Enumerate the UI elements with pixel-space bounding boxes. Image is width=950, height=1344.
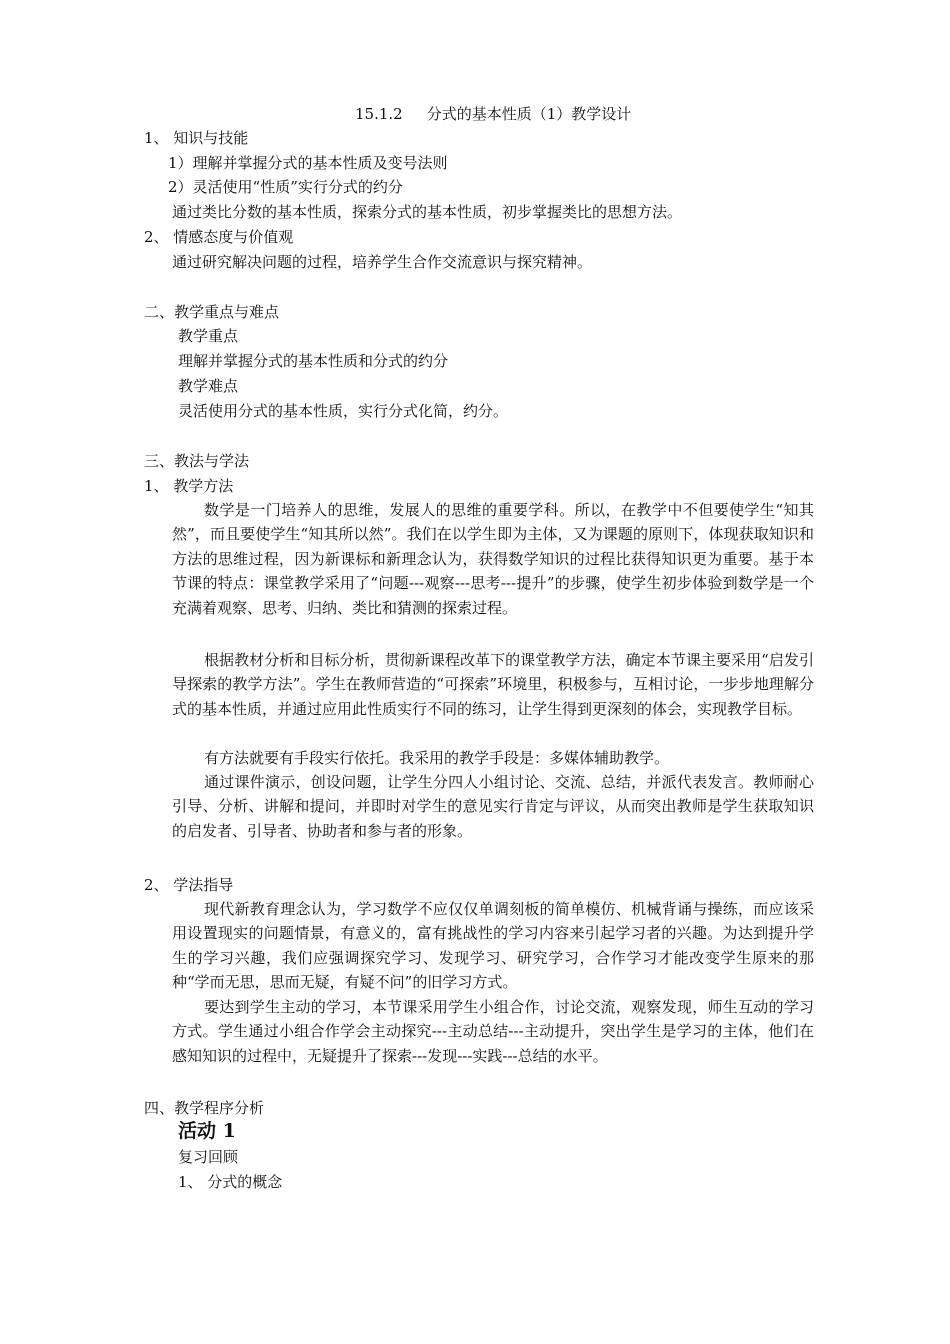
activity-title: 活动 1: [178, 1120, 236, 1142]
title-number: 15.1.2: [355, 105, 403, 123]
section-heading: 1、 知识与技能: [144, 129, 249, 147]
subsection-heading: 2、 学法指导: [144, 876, 234, 894]
text-line: 复习回顾: [178, 1148, 239, 1166]
text-line: 通过类比分数的基本性质，探索分式的基本性质，初步掌握类比的思想方法。: [172, 203, 683, 221]
paragraph: 通过课件演示，创设问题，让学生分四人小组讨论、交流、总结，并派代表发言。教师耐心引导、分析、讲解和提问，并即时对学生的意见实行肯定与评议，从而突出教师是学生获取知识的启发者、引导者、协助者和参与者的形象。: [172, 773, 814, 840]
text-line: 灵活使用分式的基本性质，实行分式化简，约分。: [178, 402, 509, 420]
paragraph: 现代新教育理念认为，学习数学不应仅仅单调刻板的简单模仿、机械背诵与操练，而应该采用设置现实的问题情景，有意义的，富有挑战性的学习内容来引起学习者的兴趣。为达到提升学生的学习兴趣，我们应强调探究学习、发现学习、研究学习，合作学习才能改变学生原来的那种“学而无思，思而无疑，有疑不问”的旧学习方式。: [172, 900, 814, 992]
paragraph: 根据教材分析和目标分析，贯彻新课程改革下的课堂教学方法，确定本节课主要采用“启发引导探索的教学方法”。学生在教师营造的“可探索”环境里，积极参与，互相讨论，一步步地理解分式的基本性质，并通过应用此性质实行不同的练习，让学生得到更深刻的体会，实现教学目标。: [172, 651, 814, 718]
text-line: 2）灵活使用“性质”实行分式的约分: [168, 178, 403, 196]
paragraph: 要达到学生主动的学习，本节课采用学生小组合作，讨论交流，观察发现，师生互动的学习方式。学生通过小组合作学会主动探究---主动总结---主动提升，突出学生是学习的主体，他们在感知知识的过程中，无疑提升了探索---发现---实践---总结的水平。: [172, 998, 814, 1065]
section-heading: 二、教学重点与难点: [144, 303, 280, 321]
section-heading: 四、教学程序分析: [144, 1099, 265, 1117]
text-line: 1、 分式的概念: [178, 1173, 283, 1191]
text-line: 教学难点: [178, 377, 239, 395]
text-line: 通过研究解决问题的过程，培养学生合作交流意识与探究精神。: [172, 253, 593, 271]
title-text: 分式的基本性质（1）教学设计: [426, 105, 632, 123]
paragraph: 数学是一门培养人的思维，发展人的思维的重要学科。所以，在教学中不但要使学生“知其然”，而且要使学生“知其所以然”。我们在以学生即为主体，又为课题的原则下，体现获取知识和方法的思维过程，因为新课标和新理念认为，获得数学知识的过程比获得知识更为重要。基于本节课的特点：课堂教学采用了“问题---观察---思考---提升”的步骤，使学生初步体验到数学是一个充满着观察、思考、归纳、类比和猜测的探索过程。: [172, 501, 814, 617]
text-line: 教学重点: [178, 327, 239, 345]
section-heading: 三、教法与学法: [144, 452, 250, 470]
document-title: [355, 104, 631, 124]
section-heading: 2、 情感态度与价值观: [144, 228, 294, 246]
text-line: 理解并掌握分式的基本性质和分式的约分: [178, 352, 449, 370]
subsection-heading: 1、 教学方法: [144, 477, 234, 495]
text-line: 1）理解并掌握分式的基本性质及变号法则: [168, 154, 448, 172]
paragraph: 有方法就要有手段实行依托。我采用的教学手段是：多媒体辅助教学。: [204, 749, 670, 767]
